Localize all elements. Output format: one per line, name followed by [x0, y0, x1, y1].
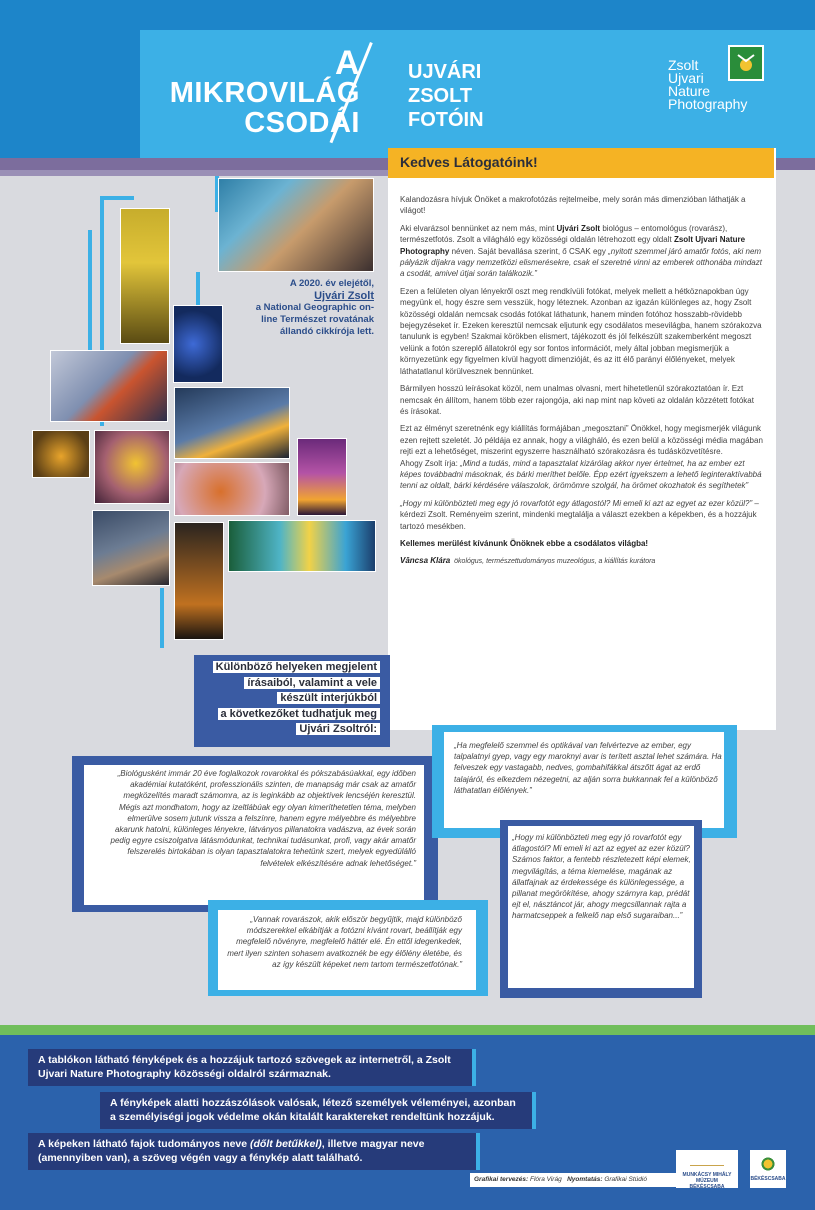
subtitle-line-3: FOTÓIN — [408, 109, 484, 131]
quote-run: „Mind a tudás, mind a tapasztalat kizárólag akkor nyer értelmet, ha az ember ezt képes továbbadni másoknak, és bárki meríthet belőle. Épp ezért igyekszem a lehető leginteraktívabbá tenni az oldalt, bárki kérdésére válaszolok, örömömre szolgál, ha örömet okozhatok és segíthetek” — [400, 458, 762, 491]
quote-run: „Hogy mi különbözteti meg egy jó rovarfotót egy átlagostól? Mi emeli ki azt az egyet az ezer közül?” — [400, 498, 753, 508]
signature-name: Vāncsa Klára — [400, 556, 451, 566]
article-paragraph — [400, 223, 764, 280]
subtitle-line-2: ZSOLT — [408, 85, 473, 107]
intro-line: Ujvári Zsoltról: — [296, 723, 380, 735]
credit-print: Grafikai Stúdió — [604, 1176, 647, 1183]
article-paragraph: Ezt az élményt szeretnénk egy kiállítás formájában „megosztani” Önökkel, hogy megismerjék világunk ezen rejtett szeletét. Jó példája ez annak, hogy a világháló, és ezen belül a közösségi média magában rejti ezt a lehetőséget, miszerint egyszerre használható szórakozásra és tudásközvetítésre. — [400, 424, 763, 457]
signature-role: ökológus, természettudományos muzeológus, a kiállítás kurátora — [454, 558, 656, 566]
quote-text-4: „Hogy mi különbözteti meg egy jó rovarfotót egy átlagostól? Mi emeli ki azt az egyet az ezer közül? Számos faktor, a fentebb részletezett képi elemek, megvilágítás, a téma kiemelése, magának az állatfajnak az érdekessége és különlegessége, a pillanat megörökítése, ahogy szárnyra kap, prédát ejt el, násztáncot jár, ahogy megcsillannak rajta a harmatcseppek a felkelő nap első sugaraiban...” — [512, 833, 691, 921]
museum-city: BÉKÉSCSABA — [689, 1184, 725, 1190]
insect-photo — [92, 510, 170, 586]
article-heading: Kedves Látogatóink! — [400, 154, 538, 170]
insect-photo — [32, 430, 90, 478]
title-line-1: MIKROVILÁG — [169, 77, 360, 109]
person-name: Ujvári Zsolt — [556, 223, 601, 233]
text-run-italic: (dőlt betűkkel) — [250, 1138, 322, 1150]
closing-text: Kellemes merülést kívánunk Önöknek ebbe a csodálatos világba! — [400, 538, 649, 548]
caption-name: Ujvári Zsolt — [314, 290, 374, 302]
intro-line: Különböző helyeken megjelent — [213, 661, 380, 673]
insect-photo — [120, 208, 170, 344]
text-run: biológus – entomológus (rovarász), természetfotós. Zsolt a világháló egy közösségi oldalán létrehozott egy oldalt — [400, 223, 728, 245]
title-article: A — [334, 44, 360, 82]
city-crest-icon — [758, 1154, 778, 1174]
credit-print-label: Nyomtatás: — [567, 1176, 603, 1183]
article-paragraph: Bármilyen hosszú leírásokat közöl, nem unalmas olvasni, mert hihetetlenül szórakoztatóan ír. Ezt nemcsak én állítom, hanem több ezer rajongója, aki nap mint nap követi az oldalán közzétett fotókat és írásokat. — [400, 384, 754, 416]
article-heading-bar — [388, 148, 774, 178]
text-run: Ahogy Zsolt írja: — [400, 458, 461, 468]
museum-signature-icon — [690, 1154, 724, 1166]
decor-line — [160, 588, 164, 648]
caption-line-2: a National Geographic on-line Természet rovatának állandó cikkírója lett. — [255, 302, 374, 337]
city-logo-text: BÉKÉSCSABA — [750, 1176, 786, 1182]
credits — [470, 1173, 680, 1187]
logo-line-3: Nature — [668, 83, 711, 99]
intro-line: a következőket tudhatjuk meg — [218, 708, 381, 720]
header-strip-secondary — [0, 170, 400, 176]
page-name: Zsolt Ujvari Nature Photography — [400, 235, 746, 256]
article-signature — [400, 555, 764, 567]
insect-photo — [174, 522, 224, 640]
title-line-2: CSODÁI — [244, 107, 360, 139]
exhibition-subtitle — [408, 60, 484, 132]
text-run: Aki elvarázsol bennünket az nem más, mint — [400, 223, 557, 233]
insect-photo — [174, 462, 290, 516]
footer-note-comments: A fényképek alatti hozzászólások valósak, létező személyek véleményei, azonban a személyiségi jogok védelme okán kitalált karaktereket rendeltünk hozzájuk. — [100, 1092, 536, 1129]
credit-design-label: Grafikai tervezés: — [474, 1176, 529, 1183]
article-paragraph — [400, 498, 764, 532]
article-paragraph: Kalandozásra hívjuk Önöket a makrofotózás rejtelmeibe, mely során más dimenzióban láthatják a világot! — [400, 195, 746, 216]
text-run: – kérdezi Zsolt. Reményeim szerint, mindenki megtalálja a választ ezekben a képekben, és a hozzájuk tartozó mesékben. — [400, 498, 759, 531]
exhibition-title — [150, 44, 360, 139]
text-run: , illetve magyar neve (amennyiben van), a szöveg végén vagy a fénykép alatt található. — [38, 1138, 425, 1164]
logo-line-4: Photography — [668, 96, 748, 112]
quote-text-3: „Ha megfelelő szemmel és optikával van felvértezve az ember, egy talpalatnyi gyep, vagy egy maroknyi avar is terített asztal lehet számára. Ha felveszek egy vastagabb, nedves, gombahifákkal átszőtt ágat az erdő talajáról, és elkezdem nézegetni, az alján sorra bukkannak fel a különböző láthatatlan élőlények.” — [454, 741, 722, 795]
decor-line — [196, 272, 200, 306]
article-body — [400, 194, 764, 574]
quote-run: „nyitott szemmel járó amatőr fotós, aki nem pályázik díjakra vagy nemzetközi elismerésekre, csak el szeretné vinni az emberek otthonába mindazt a csodát, amivel útjai során találkozik.” — [400, 246, 762, 279]
intro-line: készült interjúkból — [277, 692, 380, 704]
subtitle-line-1: UJVÁRI — [408, 61, 482, 83]
quote-text-1: „Biológusként immár 20 éve foglalkozok rovarokkal és pókszabásúakkal, egy időben akadémiai kutatóként, professzionális szinten, de manapság már csak az amatőr megközelítés maradt számomra, az is leginkább az objektívek lencséjén keresztül. Mégis azt mondhatom, hogy az izeltlábúak egy olyan kimeríthetetlen téma, melyben elmerülve sosem jutunk vissza a felszínre, hanem egyre mélyebbre és mélyebbre akarunk hatolni, különleges lényekre, látványos pillanatokra vadászva, az évek során pedig egyre csiszolgatva látásmódunkat, technikai tudásunkat, profi, vagy akár amatőr felszerelés birtokában is olyan tapasztalatokra tehetünk szert, melyek egyedülálló felvételek elkészítésére adnak lehetőséget.” — [110, 769, 416, 868]
photography-logo — [668, 45, 768, 115]
insect-photo — [174, 387, 290, 459]
logo-text — [668, 59, 747, 111]
caption-line-1: A 2020. év elejétől, — [289, 278, 374, 289]
insect-photo — [50, 350, 168, 422]
decor-line — [104, 196, 134, 200]
photographer-caption — [246, 278, 374, 338]
footer-divider — [0, 1025, 815, 1035]
text-run: A képeken látható fajok tudományos neve — [38, 1138, 250, 1150]
article-paragraph — [400, 458, 764, 492]
footer-note-species — [28, 1133, 480, 1170]
article-closing — [400, 538, 764, 549]
logo-line-1: Zsolt — [668, 57, 699, 73]
article-paragraph: Ezen a felületen olyan lényekről oszt meg rendkívüli fotókat, melyek mellett a hétköznapokban úgy megyünk el, hogy észre sem vesszük, hogy léteznek. Azonban az igazán különleges az, hogy Zsolt közösségi oldalán nemcsak csodás fotókat láthatunk, hanem minden fotóhoz hosszabb-rövidebb bejegyzéseket ír. Ezeken keresztül nemcsak eljutunk egy csodálatos mesevilágba, hanem szórakozva tanulunk is egyben! Szakmai körökben elismert, tájékozott és jól felkészült szakemberként megoszt velünk a fotón szereplő állatokról egy sor fontos információt, mely által jobban megismerjük a környezetünk egy figyelmen kívül hagyott dimenzióját, és az itt élő parányi élőlényeket, melyek láthatatlanul körülvesznek bennünket. — [400, 286, 762, 376]
logo-line-2: Ujvari — [668, 70, 704, 86]
insect-photo — [94, 430, 170, 504]
intro-text — [198, 660, 380, 738]
intro-line: írásaiból, valamint a vele — [244, 677, 380, 689]
insect-photo — [297, 438, 347, 516]
insect-photo — [173, 305, 223, 383]
text-run: néven. Saját bevallása szerint, ő CSAK egy — [449, 246, 609, 256]
quote-text-2: „Vannak rovarászok, akik először begyűjtik, majd különböző módszerekkel elkábítják a fotózni kívánt rovart, beállítják egy megfelelő növényre, megfelelő háttér elé. Én ettől idegenkedek, mert ilyen szinten sohasem avatkoznék be egy élőlény életébe, és az így készült képeket nem tartom természetfotónak.” — [227, 915, 462, 969]
museum-name: MUNKÁCSY MIHÁLY MÚZEUM — [682, 1172, 732, 1184]
insect-photo — [228, 520, 376, 572]
photographer-portrait — [218, 178, 374, 272]
footer-note-source: A tablókon látható fényképek és a hozzájuk tartozó szövegek az internetről, a Zsolt Ujvari Nature Photography közösségi oldalról származnak. — [28, 1049, 476, 1086]
credit-design: Flóra Virág — [530, 1176, 562, 1183]
